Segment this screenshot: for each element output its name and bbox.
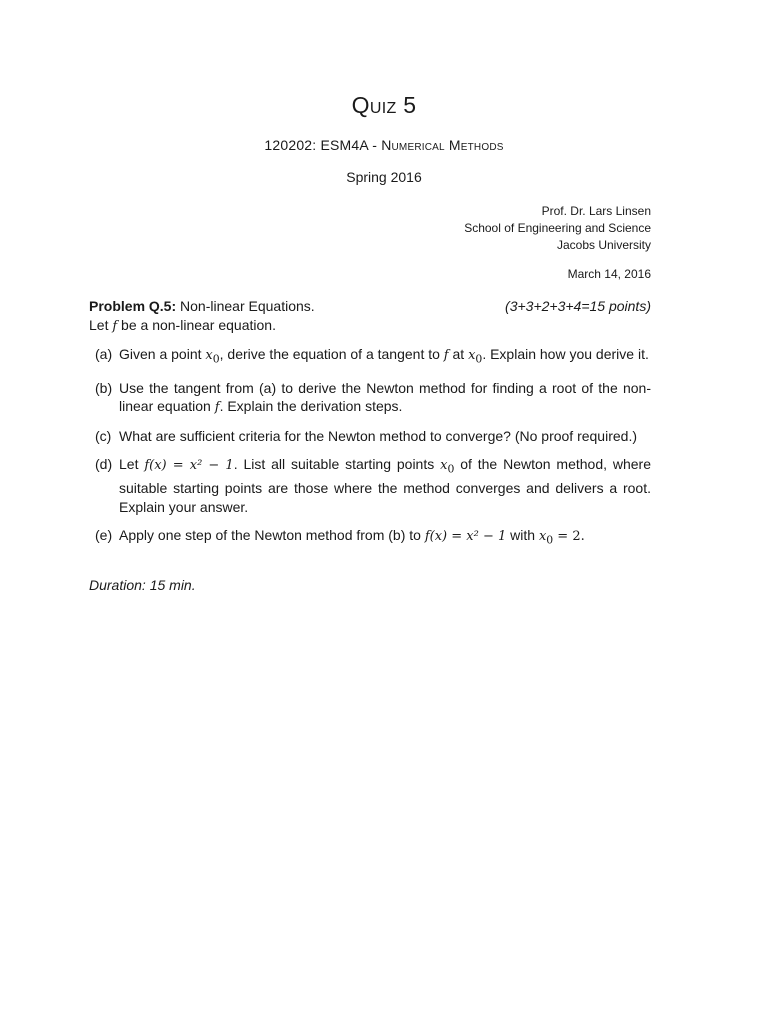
item-b-text-2: . Explain the derivation steps. [219, 398, 403, 415]
intro-text-post: be a non-linear equation. [117, 317, 276, 333]
item-c-text-1: What are sufficient criteria for the Newton method to converge? (No proof required.) [119, 428, 637, 445]
school-name: School of Engineering and Science [464, 221, 651, 235]
intro-var-f: f [112, 319, 118, 334]
problem-heading [89, 298, 651, 314]
item-e-math-x0-rest: = 2. [553, 528, 585, 544]
item-d-mark: (d) [95, 456, 113, 473]
item-e-math-fx: f(x) = x² − 1 [424, 528, 507, 544]
problem-label: Problem Q.5: [89, 298, 177, 314]
problem-intro [89, 317, 276, 334]
item-d-math-x0-sub: 0 [447, 462, 455, 476]
item-a-text-2: , derive the equation of a tangent to [219, 346, 444, 362]
intro-text-pre: Let [89, 317, 113, 333]
problem-items [89, 345, 651, 559]
duration: Duration: 15 min. [89, 577, 196, 593]
item-a-text-1: Given a point [119, 346, 206, 362]
item-d [89, 455, 651, 516]
item-a-math-x0-sub: 0 [212, 352, 220, 366]
item-b-text-1: Use the tangent from (a) to derive the Newton method for finding a root of the non-linear equation [119, 379, 651, 415]
item-e-math-x0-sub: 0 [546, 533, 554, 547]
item-d-math-x0-base: x [440, 458, 448, 474]
item-d-math-x0 [440, 458, 455, 476]
item-e-text-1: Apply one step of the Newton method from (b) to [119, 526, 425, 543]
item-d-math-fx: f(x) = x² − 1 [144, 458, 234, 474]
item-c-mark: (c) [95, 428, 112, 445]
item-a-math-x0b-base: x [468, 348, 476, 363]
term: Spring 2016 [346, 169, 422, 185]
item-a-text-4: . Explain how you derive it. [482, 346, 649, 362]
item-e-text-2: with [506, 526, 539, 543]
course-line [0, 137, 768, 153]
item-c [89, 427, 651, 446]
item-d-text-3: of the Newton method, where suitable starting points are those where the method converges and delivers a root. Explain your answer. [119, 456, 652, 515]
item-e-math-x0 [538, 528, 585, 547]
quiz-title: Quiz 5 [351, 92, 417, 118]
instructor-block [464, 203, 651, 254]
item-a-math-x0b-sub: 0 [475, 352, 483, 366]
item-b-mark: (b) [95, 379, 113, 396]
instructor-name: Prof. Dr. Lars Linsen [541, 204, 651, 218]
item-e-math-x0-base: x [538, 528, 547, 544]
item-d-text-2: . List all suitable starting points [233, 456, 441, 473]
quiz-date: March 14, 2016 [567, 267, 651, 281]
item-d-text-1: Let [119, 456, 145, 473]
item-a [89, 345, 651, 369]
problem-points: (3+3+2+3+4=15 points) [505, 298, 651, 314]
item-a-math-f: f [443, 348, 449, 363]
item-a-text-3: at [448, 346, 469, 362]
item-a-mark: (a) [95, 346, 113, 362]
university-name: Jacobs University [556, 238, 651, 252]
item-a-math-x0-base: x [205, 348, 213, 363]
item-a-math-x0 [205, 348, 220, 366]
item-b [89, 379, 651, 418]
item-e [89, 526, 651, 550]
item-a-math-x0-b [468, 348, 483, 366]
course-name: Numerical Methods [381, 137, 504, 153]
item-b-math-f: f [214, 400, 220, 416]
item-e-mark: (e) [95, 526, 113, 543]
problem-topic: Non-linear Equations. [176, 298, 315, 314]
course-code: 120202: ESM4A - [264, 137, 382, 153]
